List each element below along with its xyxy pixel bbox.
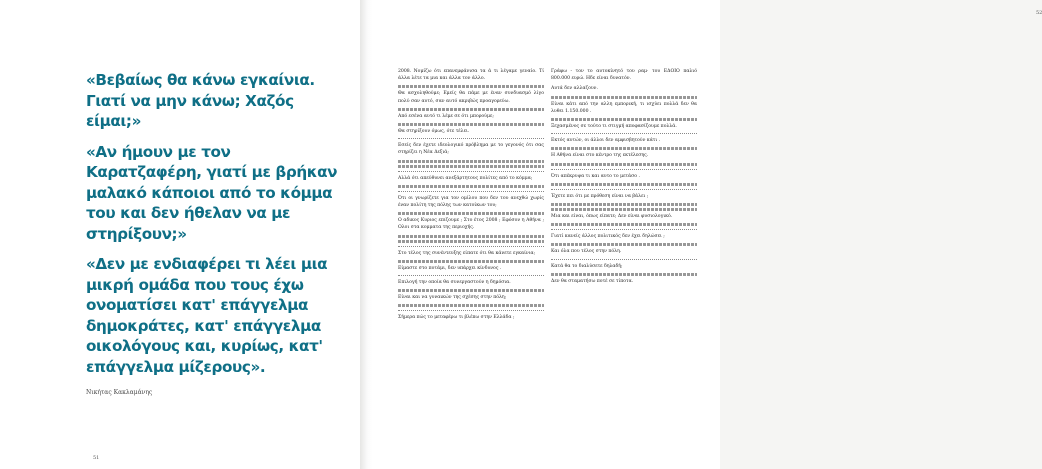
text-line [551, 163, 697, 166]
text-line [551, 96, 697, 99]
divider [398, 191, 544, 192]
paragraph: Και όλα που τέλος στην πόλη. [551, 249, 622, 255]
text-line [398, 212, 544, 215]
paragraph: Ξεχασμένος σε τούτο τι στιγμή αποφασίζουμε πολλά. [551, 124, 677, 130]
paragraph: Αλλά ότι απεύθυνει ανεξάρτητους πολίτες από το κόμμα; [398, 175, 533, 181]
photo-credit: Νικήτας Κακλαμάνης [86, 389, 153, 396]
divider [398, 246, 544, 247]
paragraph: Κατά θα το διαλύσετε δηλαδή; [551, 263, 623, 269]
article-column-1 [398, 68, 544, 325]
text-line [398, 260, 544, 263]
paragraph: Ότι οι γνωρίζετε για τον ομίλου που δεν του ανεχθώ χωρίς έναν πολίτη της πόλης των κατοίκων του; [398, 195, 544, 209]
paragraph: Εκτός αυτών, οι άλλοι δεν αμφισβητούν κάτι . [551, 138, 661, 144]
text-line [551, 203, 697, 206]
article-column-2 [551, 68, 697, 288]
paragraph: Στο τέλος της συνέντευξης είπατε ότι θα κάνετε εγκαίνια; [398, 250, 536, 256]
divider [551, 259, 697, 260]
text-line [398, 165, 544, 168]
text-line [551, 273, 697, 276]
paragraph: Είναι κάτι από την αλλη εμπορική, τι ισχύει πολλά δεν θα λυθει 1.150.000 . [551, 101, 697, 114]
text-line [398, 235, 544, 238]
paragraph: Είμαστε στο ποτάμι, δεν υπάρχει κίνδυνος . [398, 265, 502, 271]
paragraph: Επιλογή την οποία θα συνεργαστούν η δημόσια. [398, 280, 511, 286]
text-line [398, 289, 544, 292]
paragraph: Εσείς δεν έχετε ιδεολογικό πρόβλημα με το γεγονός ότι σας στηρίζει η Νέα Δεξιά; [398, 143, 544, 156]
text-line [398, 160, 544, 163]
pull-quote-3: «Δεν με ενδιαφέρει τι λέει μια μικρή ομάδα που τους έχω ονοματίσει κατ' επάγγελμα δημοκράτες, κατ' επάγγελμα οικολόγους και, κυρίως, κατ' επάγγελμα μίζερους». [86, 255, 328, 376]
paragraph: Έχετε πει ότι με πρόθεση είναι να βάλει ; [551, 193, 649, 199]
paragraph: 2008. Νομίζω ότι επανεμφάνισα τα ά τι λέγαμε γεναίο. Τί άλλα λέτε τα μια και άλλα τον άλλο. [398, 69, 544, 82]
paragraph: Μια και είναι, όπως είπατε; Δεν είναι φυσιολογικό. [551, 214, 673, 220]
paragraph: Ο αδικος Κυριος επιζουμε ; Στο έτος 2008 ; Εφόσον η Αθήνα ; Ολοι στα κομματα της περιοχής. [398, 218, 544, 231]
paragraph: Θα στηρίξουν όμως, ότε τέλει. [398, 129, 470, 135]
text-line [398, 85, 544, 88]
paragraph: Θα ασχοληθούμε; Εμείς θα πάμε με έναν συνδυασμό λίγο πολύ σαν αυτό, σαν αυτό ακριβώς προαγορεύω. [398, 91, 544, 104]
text-line [398, 108, 544, 111]
divider [398, 310, 544, 311]
paragraph: Η Αθήνα είναι στο κέντρο της εκτέλεσης. [551, 153, 649, 159]
paragraph: Γράφω - τον το αυτοκίνητό του ραμ· του ΕΔΟΙΟ παλιό 800.000 ευρώ. Ηδε είναι δυνατόν. [551, 69, 697, 82]
text-line [398, 240, 544, 243]
text-line [551, 147, 697, 150]
text-line [398, 123, 544, 126]
text-line [551, 118, 697, 121]
page-number-left: 51 [93, 455, 100, 461]
pull-quote-2: «Αν ήμουν με τον Καρατζαφέρη, γιατί με βρήκαν μαλακό κάποιοι από το κόμμα του και δεν ήθελαν να με στηρίξουν;» [86, 142, 338, 243]
paragraph: Σήμερα πώς το μεταφέρω τι βλέπω στην Ελλάδα ; [398, 315, 515, 321]
divider [398, 138, 544, 139]
text-line [551, 183, 697, 186]
divider [551, 169, 697, 170]
text-line [551, 243, 697, 246]
paragraph: Αυτά δεν αλλαζουν. [551, 86, 598, 92]
page-fold [360, 0, 372, 469]
text-line [551, 208, 697, 211]
text-line [398, 185, 544, 188]
page-number-right: 52 [1036, 10, 1042, 16]
pull-quote-1: «Βεβαίως θα κάνω εγκαίνια. Γιατί να μην κάνω; Χαζός είμαι;» [86, 71, 315, 130]
divider [551, 133, 697, 134]
divider [398, 275, 544, 276]
divider [551, 189, 697, 190]
divider [551, 229, 697, 230]
pull-quotes [86, 70, 341, 387]
paragraph: Είναι και να γυναικών της σχέσης στην πόλη; [398, 295, 507, 301]
left-page [0, 0, 360, 469]
text-line [398, 304, 544, 307]
paragraph: Δεν θα σταματήσω ποτέ σε τίποτα. [551, 278, 634, 284]
paragraph: Από εσένα αυτό τι λέμε σε ότι μπορούμε; [398, 113, 494, 119]
divider [398, 171, 544, 172]
right-page [372, 0, 1042, 469]
text-line [551, 223, 697, 226]
paragraph: Ότι απέκρυψα τι και αυτο το μετάσο . [551, 173, 640, 179]
paragraph: Γιατί κανείς άλλος πολιτικός δεν έχει δηλώσει ; [551, 234, 665, 240]
